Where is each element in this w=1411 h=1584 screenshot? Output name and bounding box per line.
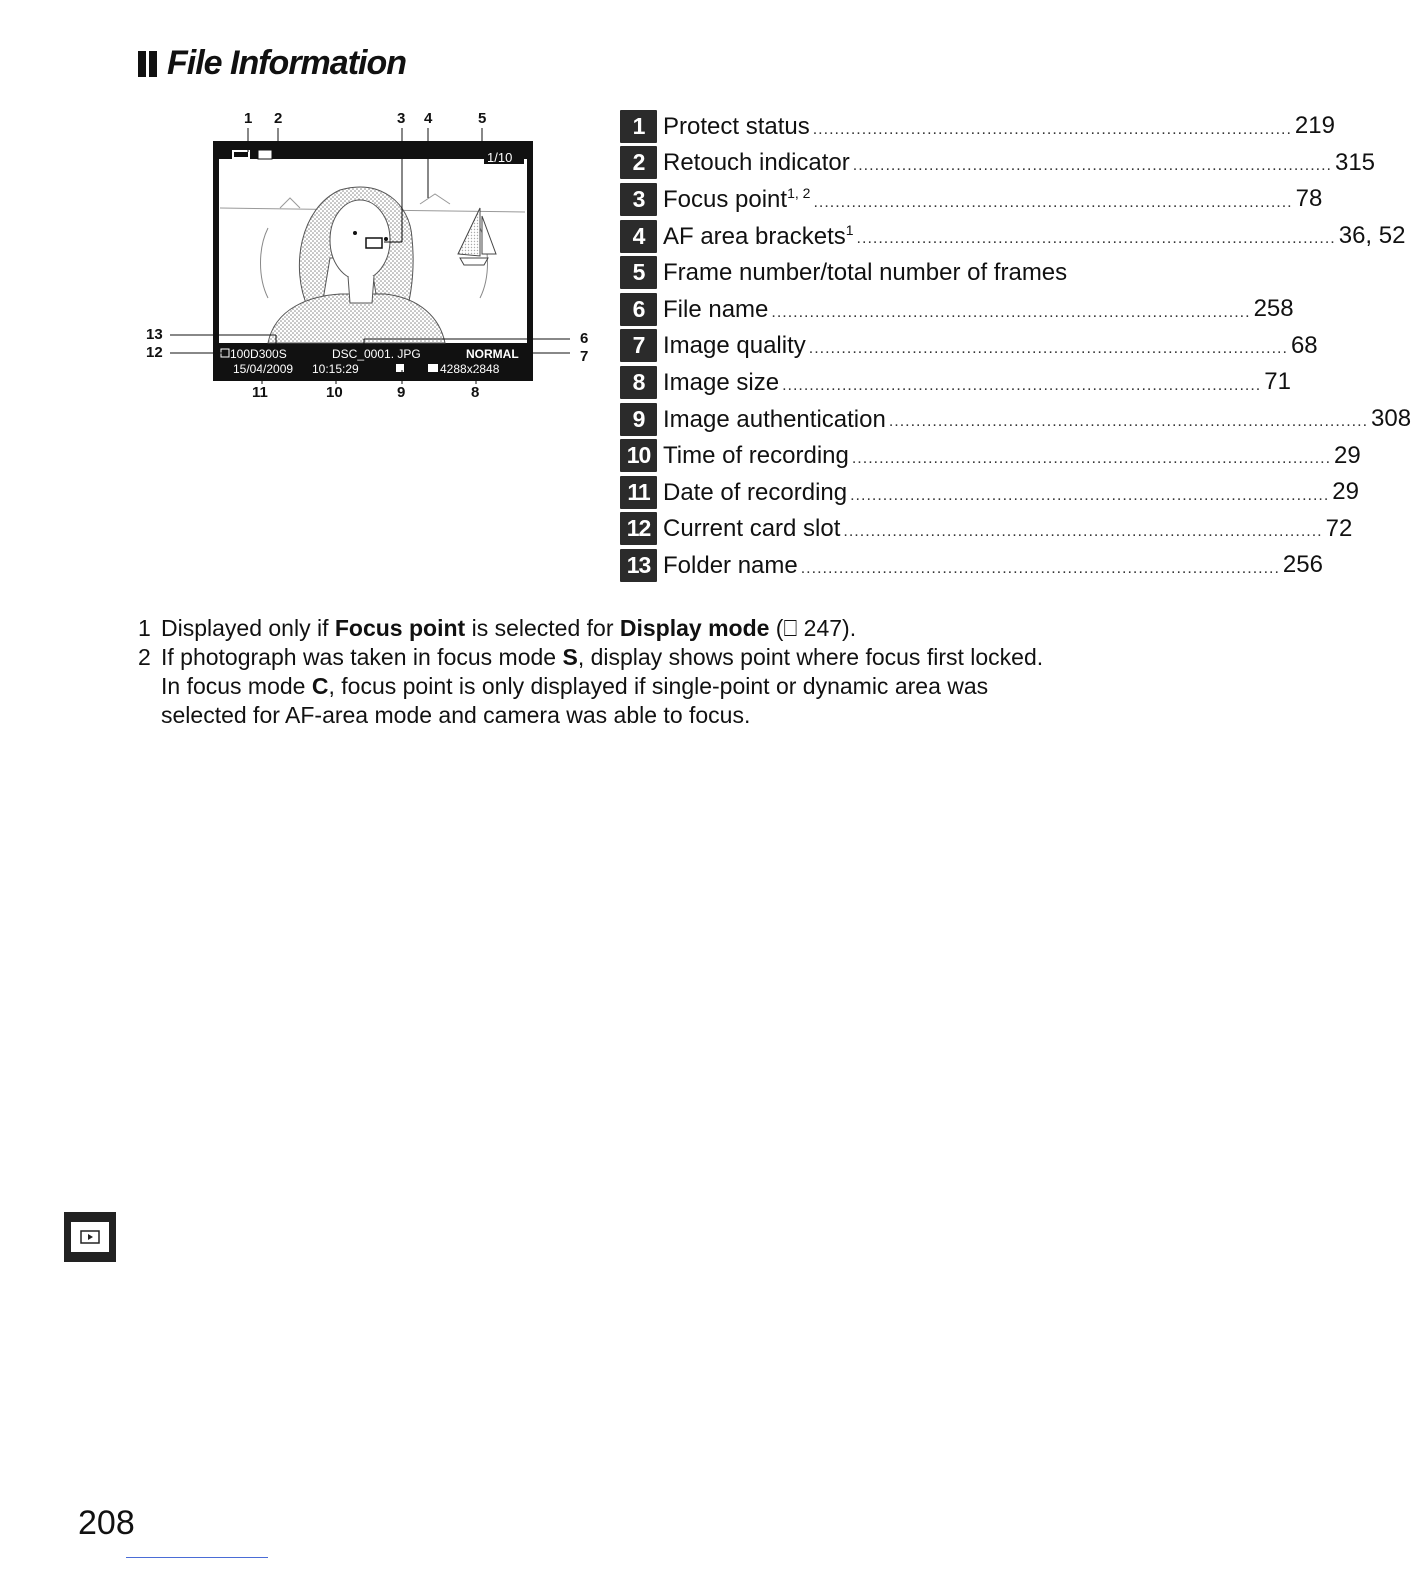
- leader-dots: ........................................................................................: [808, 340, 1288, 358]
- leader-dots: ........................................................................................: [800, 559, 1280, 577]
- page-reference[interactable]: 29: [1332, 478, 1359, 506]
- callout-11: 11: [252, 384, 268, 401]
- page-number: 208: [78, 1504, 135, 1542]
- callout-4: 4: [424, 110, 433, 127]
- item-label: Retouch indicator: [663, 149, 850, 177]
- page-reference[interactable]: 258: [1253, 295, 1294, 323]
- item-label: Image quality: [663, 332, 806, 360]
- page-reference[interactable]: 219: [1294, 112, 1335, 140]
- item-label: File name: [663, 295, 769, 323]
- footnotes: [138, 614, 1098, 730]
- leader-dots: ........................................................................................: [856, 230, 1336, 248]
- item-number-badge: 7: [620, 329, 657, 362]
- item-number-badge: 11: [620, 476, 657, 509]
- item-number-badge: 8: [620, 366, 657, 399]
- callout-1: 1: [244, 110, 253, 127]
- overlay-image-size: 4288x2848: [440, 362, 500, 376]
- item-number-badge: 9: [620, 403, 657, 436]
- item-number-badge: 1: [620, 110, 657, 143]
- callout-5: 5: [478, 110, 487, 127]
- frame-counter: 1/10: [487, 150, 513, 165]
- title-marker-icon: [138, 51, 157, 77]
- item-label: Frame number/total number of frames: [663, 259, 1068, 287]
- leader-dots: ........................................................................................: [851, 449, 1332, 467]
- list-item: [620, 145, 1376, 182]
- item-number-badge: 10: [620, 439, 657, 472]
- item-label: Image size: [663, 368, 780, 396]
- list-item: [620, 254, 1082, 291]
- footnote-text: If photograph was taken in focus mode S, display shows point where focus first locked. In focus mode C, focus point is only displayed if single-point or dynamic area was selected for AF-area mode and camera was able to focus.: [161, 644, 1044, 728]
- item-number-badge: 6: [620, 293, 657, 326]
- item-number-badge: 4: [620, 220, 657, 253]
- leader-dots: ........................................................................................: [812, 120, 1292, 138]
- reference-list: [620, 108, 1411, 584]
- item-number-badge: 2: [620, 146, 657, 179]
- overlay-quality: NORMAL: [466, 347, 519, 361]
- overlay-time: 10:15:29: [312, 362, 359, 376]
- page-reference[interactable]: 256: [1282, 551, 1323, 579]
- page-reference[interactable]: 308: [1371, 405, 1411, 433]
- page-reference[interactable]: 68: [1290, 331, 1318, 359]
- page-reference[interactable]: 29: [1334, 441, 1361, 469]
- page-reference[interactable]: 36, 52: [1338, 222, 1406, 250]
- item-label: Folder name: [663, 551, 798, 579]
- callout-8: 8: [471, 384, 480, 401]
- list-item: [620, 474, 1359, 511]
- monitor-illustration: [140, 108, 610, 408]
- section-title: [138, 44, 406, 83]
- page-reference[interactable]: 71: [1264, 368, 1291, 396]
- callout-7: 7: [580, 348, 589, 365]
- page-reference[interactable]: 315: [1334, 148, 1376, 176]
- list-item: [620, 181, 1323, 218]
- item-label: Image authentication: [663, 405, 886, 433]
- section-title-text: File Information: [167, 44, 406, 82]
- callout-10: 10: [326, 384, 343, 401]
- item-label: AF area brackets$^1$: [663, 221, 854, 250]
- callout-9: 9: [397, 384, 406, 401]
- page-rule: [126, 1557, 268, 1558]
- callout-2: 2: [274, 110, 283, 127]
- callout-12: 12: [146, 344, 163, 361]
- page-reference[interactable]: 72: [1325, 514, 1353, 542]
- item-label: Focus point$^{1, 2}$: [663, 184, 811, 213]
- footnote-number: 2: [138, 644, 151, 670]
- item-number-badge: 13: [620, 549, 657, 582]
- item-label: Current card slot: [663, 515, 841, 543]
- list-item: [620, 437, 1361, 474]
- playback-icon: [69, 1220, 111, 1254]
- list-item: [620, 108, 1335, 145]
- footnote-1: [138, 614, 1098, 643]
- leader-dots: ........................................................................................: [852, 157, 1332, 175]
- footnote-text: Displayed only if Focus point is selected for Display mode (⎕ 247).: [161, 615, 857, 641]
- item-number-badge: 12: [620, 512, 657, 545]
- playback-tab[interactable]: [64, 1212, 116, 1262]
- callout-6: 6: [580, 330, 589, 347]
- leader-dots: ........................................................................................: [888, 413, 1369, 431]
- list-item: [620, 218, 1406, 255]
- overlay-file-name: DSC_0001. JPG: [332, 347, 421, 361]
- list-item: [620, 511, 1353, 548]
- overlay-date: 15/04/2009: [233, 362, 294, 376]
- leader-dots: ........................................................................................: [771, 303, 1251, 321]
- list-item: [620, 291, 1294, 328]
- callout-13: 13: [146, 326, 163, 343]
- callout-3: 3: [397, 110, 406, 127]
- item-number-badge: 3: [620, 183, 657, 216]
- leader-dots: ........................................................................................: [813, 193, 1293, 211]
- list-item: [620, 364, 1291, 401]
- leader-dots: ........................................................................................: [782, 376, 1262, 394]
- item-label: Protect status: [663, 112, 810, 140]
- item-label: Date of recording: [663, 478, 848, 506]
- footnote-2: [138, 643, 1098, 730]
- list-item: [620, 401, 1411, 438]
- item-label: Time of recording: [663, 442, 849, 470]
- list-item: [620, 328, 1318, 365]
- overlay-folder: 100D300S: [230, 347, 287, 361]
- list-item: [620, 547, 1323, 584]
- item-number-badge: 5: [620, 256, 657, 289]
- monitor-diagram: [140, 108, 610, 408]
- page-reference[interactable]: 78: [1295, 185, 1323, 213]
- footnote-number: 1: [138, 615, 151, 641]
- leader-dots: ........................................................................................: [850, 486, 1330, 504]
- leader-dots: ........................................................................................: [843, 523, 1323, 541]
